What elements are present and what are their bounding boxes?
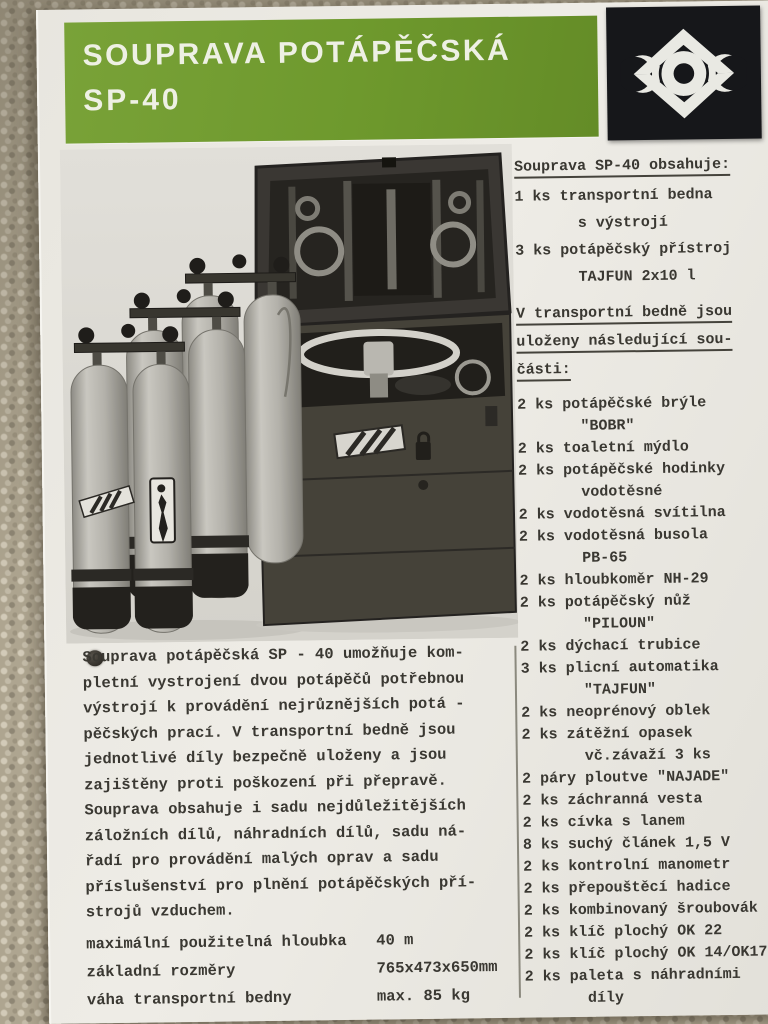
item-quantity: 2 (521, 770, 532, 788)
case-item-row (524, 919, 768, 945)
item-name-continuation: PB-65 (582, 549, 628, 567)
description-line: zajištěny proti poškození při přepravě. (84, 771, 448, 794)
heading-underline-text: V transportní bedně jsou (516, 303, 732, 326)
case-item-row (522, 787, 768, 813)
spec-value: max. 85 kg (376, 986, 471, 1006)
case-item-row (517, 391, 768, 417)
spec-value: 765x473x650mm (376, 958, 498, 978)
item-unit: ks (541, 858, 560, 876)
item-unit: ks (533, 242, 552, 260)
item-quantity: 3 (520, 660, 530, 678)
set-item-row (514, 180, 768, 211)
item-name: potápěčský přístroj (560, 239, 732, 260)
item-quantity: 2 (521, 726, 531, 744)
case-contents-heading-line (517, 353, 768, 385)
description-line: Souprava obsahuje i sadu nejdůležitějších (84, 796, 466, 820)
item-unit: ks (535, 462, 555, 480)
item-unit: ks (537, 572, 556, 590)
item-name: potápěčský nůž (564, 592, 691, 612)
page-title: SOUPRAVA POTÁPĚČSKÁ (82, 33, 512, 73)
item-unit: ks (536, 506, 555, 524)
item-name: klíč plochý OK 22 (569, 922, 723, 942)
case-item-row (523, 853, 768, 879)
description-line: jednotlivé díly bezpečně uloženy a jsou (83, 745, 447, 769)
item-name: zátěžní opasek (566, 724, 693, 744)
spec-label: váha transportní bedny (86, 988, 292, 1010)
item-name: plicní automatika (565, 658, 719, 678)
item-unit: ks (535, 396, 554, 414)
emblem-icon (620, 20, 747, 126)
item-name-continuation: vodotěsné (581, 482, 663, 501)
item-quantity: 2 (517, 396, 527, 414)
case-item-row (518, 457, 768, 483)
case-item-row (524, 941, 768, 967)
case-item-row (521, 655, 768, 681)
description-line: příslušenství pro plnění potápěčských pří- (85, 872, 477, 896)
description-line: strojů vzduchem. (85, 901, 235, 922)
item-name-continuation: "PILOUN" (582, 614, 656, 633)
case-item-row (519, 567, 768, 593)
item-quantity: 2 (523, 902, 533, 920)
case-contents-heading-line (516, 297, 768, 329)
case-item-row (522, 765, 768, 791)
case-contents-heading (516, 297, 768, 385)
item-unit: ks (540, 836, 560, 854)
heading-underline-text: uloženy následující sou- (516, 331, 732, 354)
spec-value: 40 m (376, 931, 414, 950)
item-name: transportní bedna (559, 186, 713, 206)
case-item-row (524, 897, 768, 923)
item-name: suchý článek 1,5 V (567, 833, 731, 854)
item-name-continuation: TAJFUN 2x10 l (578, 267, 696, 286)
page-subtitle: SP-40 (82, 83, 182, 118)
case-item-row (520, 589, 768, 615)
item-quantity: 2 (524, 946, 534, 964)
item-unit: ks (538, 660, 557, 678)
item-name: kontrolní manometr (568, 855, 731, 876)
item-unit: ks (539, 726, 558, 744)
item-quantity: 2 (523, 880, 533, 898)
description-line: Souprava potápěčská SP - 40 umožňuje kom- (82, 643, 464, 667)
item-name: vodotěsná svítilna (563, 504, 726, 524)
item-unit: ks (532, 188, 551, 206)
item-quantity: 3 (515, 242, 525, 260)
item-quantity: 2 (520, 638, 530, 656)
item-unit: ks (538, 638, 557, 656)
contents-heading (514, 150, 768, 181)
set-item-row (515, 234, 768, 265)
item-name-continuation: s výstrojí (577, 213, 668, 232)
item-name: vodotěsná busola (563, 526, 709, 546)
set-contents-list (514, 180, 768, 291)
case-contents-heading-line (516, 325, 768, 357)
case-item-row (523, 875, 768, 901)
item-name: potápěčské hodinky (562, 460, 726, 480)
item-quantity: 2 (519, 594, 529, 612)
spec-label: základní rozměry (86, 961, 236, 982)
spec-row (87, 981, 537, 1015)
item-name: ploutve "NAJADE" (585, 767, 730, 787)
item-name-continuation: "BOBR" (580, 417, 635, 435)
item-unit: ks (541, 880, 560, 898)
item-quantity: 2 (523, 858, 533, 876)
description-line: výstrojí k provádění nejrůznějších potá - (83, 694, 465, 718)
item-name-continuation: "TAJFUN" (583, 680, 657, 699)
case-item-row (520, 633, 768, 659)
item-quantity: 2 (524, 968, 534, 986)
item-quantity: 8 (522, 836, 533, 854)
item-unit: ks (540, 814, 559, 832)
item-quantity: 1 (514, 188, 524, 206)
item-unit: ks (535, 440, 554, 458)
item-unit: ks (542, 924, 561, 942)
item-name: kombinovaný šroubovák (568, 899, 758, 920)
diving-set-photo-illustration (60, 144, 518, 644)
item-quantity: 2 (521, 704, 531, 722)
item-unit: ks (539, 704, 558, 722)
description-line: záložních dílů, náhradních dílů, sadu ná- (84, 821, 467, 845)
manufacturer-logo (606, 6, 762, 141)
case-item-row (519, 523, 768, 549)
heading-underline-text: části: (517, 361, 571, 382)
item-unit: ks (542, 968, 561, 986)
specs-table (86, 925, 537, 1015)
description-line: pěčských prací. V transportní bedně jsou (83, 720, 456, 743)
item-quantity: 2 (522, 792, 532, 810)
case-item-row (525, 963, 768, 989)
item-unit: ks (537, 594, 556, 612)
description-line: řadí pro provádění malých oprav a sadu (85, 847, 439, 871)
item-quantity: 2 (519, 572, 529, 590)
case-item-row (523, 809, 768, 835)
title-band (64, 16, 599, 144)
item-name: neoprénový oblek (566, 702, 711, 722)
item-name-continuation: vč.závaží 3 ks (584, 746, 711, 765)
description-paragraph (82, 640, 516, 926)
item-unit: ks (541, 902, 560, 920)
item-quantity: 2 (522, 814, 532, 832)
item-name-continuation: díly (587, 989, 625, 1007)
item-name: paleta s náhradními (569, 965, 741, 986)
item-name: záchranná vesta (567, 790, 703, 810)
item-name: potápěčské brýle (562, 394, 707, 414)
description-line: pletní vystrojení dvou potápěčů potřebnou (82, 668, 465, 692)
item-name: hloubkoměr NH-29 (564, 570, 709, 590)
item-quantity: 2 (518, 506, 528, 524)
item-unit: páry (540, 769, 577, 788)
case-item-row (518, 435, 768, 461)
item-quantity: 2 (517, 462, 528, 480)
case-item-row (521, 721, 768, 747)
contents-heading-text: Souprava SP-40 obsahuje: (514, 156, 730, 179)
item-unit: ks (536, 528, 556, 546)
item-unit: ks (540, 792, 559, 810)
case-item-row (521, 699, 768, 725)
contents-column (514, 150, 768, 1010)
product-photo (60, 144, 518, 644)
item-name: dýchací trubice (565, 636, 701, 656)
leaflet-page (36, 0, 768, 1024)
item-name: přepouštěcí hadice (568, 877, 731, 898)
item-quantity: 2 (518, 528, 529, 546)
case-item-row (519, 501, 768, 527)
case-item-row (523, 831, 768, 857)
case-contents-list (517, 391, 768, 1010)
item-name: klíč plochý OK 14/OK17 (569, 943, 768, 964)
spec-label: maximální použitelná hloubka (86, 932, 347, 954)
item-quantity: 2 (524, 924, 534, 942)
item-name: cívka s lanem (567, 812, 685, 832)
item-name: toaletní mýdlo (562, 438, 689, 458)
item-unit: ks (542, 946, 561, 964)
item-quantity: 2 (517, 440, 527, 458)
